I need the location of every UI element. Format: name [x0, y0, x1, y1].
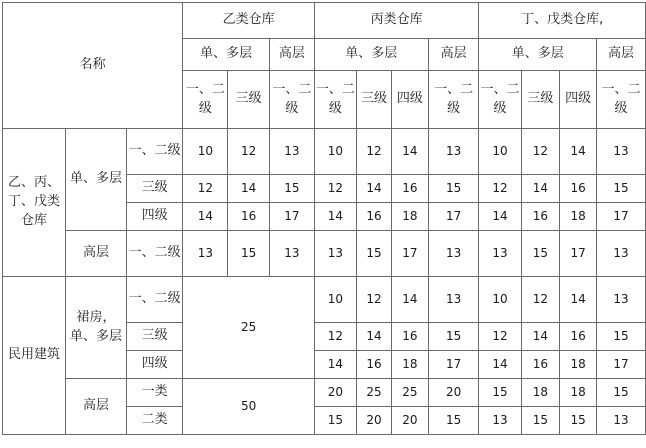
value-cell: 17	[391, 231, 428, 277]
value-cell: 14	[391, 277, 428, 323]
header-grade: 四级	[391, 71, 428, 129]
value-cell: 13	[428, 231, 479, 277]
value-cell: 20	[391, 407, 428, 435]
value-cell: 12	[521, 277, 560, 323]
row-label: 二类	[127, 407, 183, 435]
value-cell: 14	[391, 129, 428, 175]
value-cell: 15	[479, 379, 521, 407]
value-cell: 12	[521, 129, 560, 175]
value-cell: 16	[521, 203, 560, 231]
value-cell: 14	[479, 351, 521, 379]
value-cell: 14	[560, 129, 597, 175]
value-cell: 12	[479, 323, 521, 351]
header-grade: 一、二级	[479, 71, 521, 129]
value-cell: 16	[391, 323, 428, 351]
value-cell: 17	[269, 203, 314, 231]
value-cell: 12	[314, 323, 356, 351]
merged-value-cell: 50	[183, 379, 315, 435]
header-warehouse-yi: 乙类仓库	[183, 3, 315, 39]
value-cell: 16	[391, 175, 428, 203]
value-cell: 15	[314, 407, 356, 435]
value-cell: 16	[560, 175, 597, 203]
value-cell: 15	[521, 231, 560, 277]
value-cell: 18	[391, 351, 428, 379]
value-cell: 15	[428, 323, 479, 351]
value-cell: 13	[428, 277, 479, 323]
value-cell: 12	[228, 129, 270, 175]
value-cell: 16	[228, 203, 270, 231]
value-cell: 17	[560, 231, 597, 277]
value-cell: 13	[597, 129, 646, 175]
value-cell: 13	[597, 231, 646, 277]
value-cell: 15	[597, 323, 646, 351]
row-label: 一、二级	[127, 231, 183, 277]
group-warehouses: 乙、丙、丁、戊类仓库	[3, 129, 66, 277]
row-label: 一类	[127, 379, 183, 407]
value-cell: 10	[479, 277, 521, 323]
value-cell: 10	[479, 129, 521, 175]
group-civil: 民用建筑	[3, 277, 66, 435]
value-cell: 15	[521, 407, 560, 435]
value-cell: 10	[314, 129, 356, 175]
value-cell: 15	[269, 175, 314, 203]
header-name: 名称	[3, 3, 183, 129]
value-cell: 17	[597, 203, 646, 231]
value-cell: 20	[428, 379, 479, 407]
value-cell: 12	[356, 129, 391, 175]
value-cell: 25	[356, 379, 391, 407]
header-grade: 一、二级	[428, 71, 479, 129]
header-grade: 一、二级	[269, 71, 314, 129]
value-cell: 18	[560, 203, 597, 231]
value-cell: 10	[314, 277, 356, 323]
value-cell: 15	[597, 379, 646, 407]
header-bing-multi-story: 单、多层	[314, 39, 428, 71]
value-cell: 14	[314, 351, 356, 379]
group-warehouse-high: 高层	[65, 231, 126, 277]
value-cell: 16	[356, 351, 391, 379]
value-cell: 13	[269, 231, 314, 277]
row-label: 一、二级	[127, 129, 183, 175]
value-cell: 14	[356, 323, 391, 351]
value-cell: 20	[356, 407, 391, 435]
value-cell: 13	[428, 129, 479, 175]
header-ding-multi-story: 单、多层	[479, 39, 597, 71]
value-cell: 14	[560, 277, 597, 323]
value-cell: 14	[183, 203, 228, 231]
value-cell: 15	[597, 175, 646, 203]
header-bing-high-rise: 高层	[428, 39, 479, 71]
merged-value-cell: 25	[183, 277, 315, 379]
group-warehouse-multi: 单、多层	[65, 129, 126, 231]
value-cell: 15	[228, 231, 270, 277]
value-cell: 18	[560, 351, 597, 379]
value-cell: 18	[521, 379, 560, 407]
value-cell: 16	[521, 351, 560, 379]
row-label: 一、二级	[127, 277, 183, 323]
group-civil-high: 高层	[65, 379, 126, 435]
value-cell: 15	[428, 175, 479, 203]
group-civil-podium: 裙房，单、多层	[65, 277, 126, 379]
header-yi-high-rise: 高层	[269, 39, 314, 71]
value-cell: 12	[356, 277, 391, 323]
value-cell: 13	[269, 129, 314, 175]
header-yi-multi-story: 单、多层	[183, 39, 270, 71]
value-cell: 12	[314, 175, 356, 203]
row-label: 四级	[127, 203, 183, 231]
value-cell: 16	[560, 323, 597, 351]
value-cell: 20	[314, 379, 356, 407]
header-warehouse-ding-wu: 丁、戊类仓库,	[479, 3, 646, 39]
value-cell: 13	[597, 277, 646, 323]
value-cell: 13	[314, 231, 356, 277]
header-grade: 一、二级	[314, 71, 356, 129]
value-cell: 14	[314, 203, 356, 231]
value-cell: 17	[428, 203, 479, 231]
value-cell: 17	[428, 351, 479, 379]
value-cell: 14	[228, 175, 270, 203]
fire-spacing-table	[2, 2, 646, 435]
header-grade: 四级	[560, 71, 597, 129]
value-cell: 12	[183, 175, 228, 203]
value-cell: 25	[391, 379, 428, 407]
value-cell: 14	[521, 323, 560, 351]
value-cell: 14	[521, 175, 560, 203]
value-cell: 15	[356, 231, 391, 277]
row-label: 三级	[127, 323, 183, 351]
value-cell: 15	[428, 407, 479, 435]
value-cell: 18	[391, 203, 428, 231]
header-warehouse-bing: 丙类仓库	[314, 3, 479, 39]
header-grade: 一、二级	[183, 71, 228, 129]
row-label: 四级	[127, 351, 183, 379]
header-ding-high-rise: 高层	[597, 39, 646, 71]
value-cell: 15	[560, 407, 597, 435]
header-grade: 一、二级	[597, 71, 646, 129]
value-cell: 16	[356, 203, 391, 231]
value-cell: 17	[597, 351, 646, 379]
row-label: 三级	[127, 175, 183, 203]
value-cell: 13	[597, 407, 646, 435]
value-cell: 14	[479, 203, 521, 231]
header-grade: 三级	[521, 71, 560, 129]
value-cell: 12	[479, 175, 521, 203]
value-cell: 18	[560, 379, 597, 407]
header-grade: 三级	[356, 71, 391, 129]
value-cell: 10	[183, 129, 228, 175]
value-cell: 13	[479, 407, 521, 435]
value-cell: 13	[479, 231, 521, 277]
header-grade: 三级	[228, 71, 270, 129]
value-cell: 14	[356, 175, 391, 203]
value-cell: 13	[183, 231, 228, 277]
